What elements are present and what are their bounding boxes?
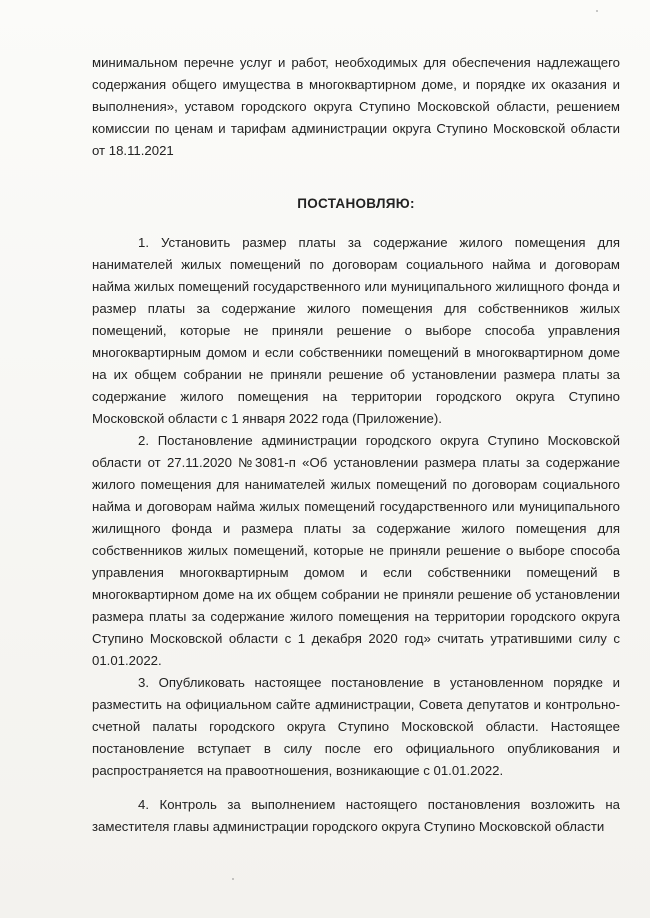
- clause-1: 1. Установить размер платы за содержание жилого помещения для нанимателей жилых помещений по договорам социального найма и договорам найма жилых помещений государственного или муниципального жилищного фонда и размер платы за содержание жилого помещения для собственников жилых помещений, которые не приняли решение о выборе способа управления многоквартирным домом и если собственники помещений в многоквартирном доме на их общем собрании не приняли решение об установлении размера платы за содержание жилого помещения на территории городского округа Ступино Московской области с 1 января 2022 года (Приложение).: [92, 235, 620, 426]
- clause-2: 2. Постановление администрации городского округа Ступино Московской области от 27.11.2020 №3081-п «Об установлении размера платы за содержание жилого помещения для нанимателей жилых помещений по договорам социального найма и договорам найма жилых помещений государственного или муниципального жилищного фонда и размера платы за содержание жилого помещения для собственников жилых помещений, которые не приняли решение о выборе способа управления многоквартирным домом и если собственники помещений в многоквартирном доме на их общем собрании не приняли решение об установлении размера платы за содержание жилого помещения на территории городского округа Ступино Московской области с 1 декабря 2020 год» считать утратившими силу с 01.01.2022.: [92, 433, 620, 668]
- scan-speck: [232, 878, 234, 880]
- clause-4: 4. Контроль за выполнением настоящего постановления возложить на заместителя главы администрации городского округа Ступино Московской области: [92, 797, 620, 834]
- resolution-heading: ПОСТАНОВЛЯЮ:: [297, 196, 415, 211]
- intro-paragraph: минимальном перечне услуг и работ, необходимых для обеспечения надлежащего содержания общего имущества в многоквартирном доме, и порядке их оказания и выполнения», уставом городского округа Ступино Московской области, решением комиссии по ценам и тарифам администрации округа Ступино Московской области от 18.11.2021: [92, 55, 620, 158]
- scan-speck: [596, 10, 598, 12]
- clause-3: 3. Опубликовать настоящее постановление в установленном порядке и разместить на официальном сайте администрации, Совета депутатов и контрольно-счетной палаты городского округа Ступино Московской области. Настоящее постановление вступает в силу после его официального опубликования и распространяется на правоотношения, возникающие с 01.01.2022.: [92, 675, 620, 778]
